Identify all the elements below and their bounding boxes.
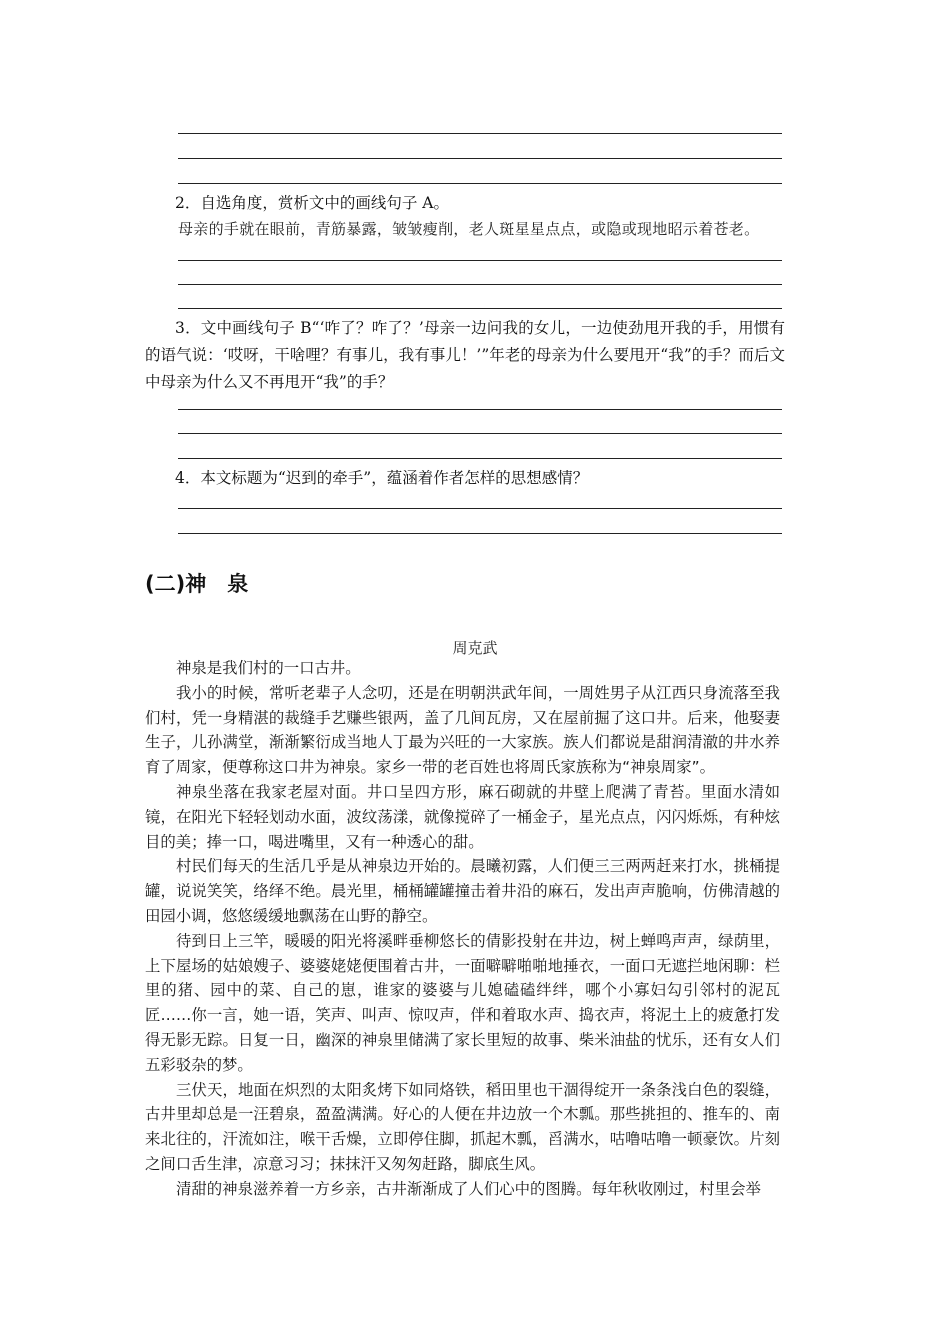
question-4: 4．本文标题为“迟到的牵手”，蕴涵着作者怎样的思想感情？ — [175, 469, 589, 487]
answer-line[interactable] — [178, 433, 782, 434]
article-paragraph: 三伏天，地面在炽烈的太阳炙烤下如同烙铁，稻田里也干涸得绽开一条条浅白色的裂缝，古井里却总是一汪碧泉，盈盈满满。好心的人便在井边放一个木瓢。那些挑担的、推车的、南来北往的，汗流如注，喉干舌燥，立即停住脚，抓起木瓢，舀满水，咕噜咕噜一顿豪饮。片刻之间口舌生津，凉意习习；抹抹汗又匆匆赶路，脚底生风。 — [145, 1080, 780, 1173]
article-paragraph: 待到日上三竿，暖暖的阳光将溪畔垂柳悠长的倩影投射在井边，树上蝉鸣声声，绿荫里，上下屋场的姑娘嫂子、婆婆姥姥便围着古井，一面噼噼啪啪地捶衣，一面口无遮拦地闲聊：栏里的猪、园中的菜、自己的崽，谁家的婆婆与儿媳磕磕绊绊，哪个小寡妇勾引邻村的泥瓦匠……你一言，她一语，笑声、叫声、惊叹声，伴和着取水声、捣衣声，将泥土上的疲惫打发得无影无踪。日复一日，幽深的神泉里储满了家长里短的故事、柴米油盐的忧乐，还有女人们五彩驳杂的梦。 — [145, 931, 780, 1074]
underlined-sentence-a: 母亲的手就在眼前，青筋暴露，皱皱瘦削，老人斑星星点点，或隐或现地昭示着苍老。 — [178, 220, 760, 238]
answer-line[interactable] — [178, 183, 782, 184]
article-body — [145, 656, 780, 1202]
article-paragraph: 神泉是我们村的一口古井。 — [176, 659, 361, 677]
answer-line[interactable] — [178, 133, 782, 134]
question-3: 3．文中画线句子 B“‘咋了？咋了？’母亲一边问我的女儿，一边使劲甩开我的手，用惯有的语气说：‘哎呀，干啥哩？有事儿，我有事儿！’”年老的母亲为什么要甩开“我”的手？而后文中母亲为什么又不再甩开“我”的手？ — [145, 319, 785, 391]
article-paragraph: 我小的时候，常听老辈子人念叨，还是在明朝洪武年间，一周姓男子从江西只身流落至我们村，凭一身精湛的裁缝手艺赚些银两，盖了几间瓦房，又在屋前掘了这口井。后来，他娶妻生子，儿孙满堂，渐渐繁衍成当地人丁最为兴旺的一大家族。族人们都说是甜润清澈的井水养育了周家，便尊称这口井为神泉。家乡一带的老百姓也将周氏家族称为“神泉周家”。 — [145, 683, 780, 777]
answer-line[interactable] — [178, 409, 782, 410]
answer-line[interactable] — [178, 458, 782, 459]
answer-line[interactable] — [178, 260, 782, 261]
answer-line[interactable] — [178, 533, 782, 534]
author-name: 周克武 — [452, 639, 498, 657]
article-paragraph: 清甜的神泉滋养着一方乡亲，古井渐渐成了人们心中的图腾。每年秋收刚过，村里会举 — [176, 1179, 761, 1198]
answer-line[interactable] — [178, 284, 782, 285]
answer-line[interactable] — [178, 308, 782, 309]
answer-line[interactable] — [178, 508, 782, 509]
section-title: (二)神 泉 — [145, 572, 249, 596]
answer-line[interactable] — [178, 158, 782, 159]
question-2: 2．自选角度，赏析文中的画线句子 A。 — [175, 194, 449, 212]
article-paragraph: 村民们每天的生活几乎是从神泉边开始的。晨曦初露，人们便三三两两赶来打水，挑桶提罐，说说笑笑，络绎不绝。晨光里，桶桶罐罐撞击着井沿的麻石，发出声声脆响，仿佛清越的田园小调，悠悠缓缓地飘荡在山野的静空。 — [145, 857, 780, 925]
article-paragraph: 神泉坐落在我家老屋对面。井口呈四方形，麻石砌就的井壁上爬满了青苔。里面水清如镜，在阳光下轻轻划动水面，波纹荡漾，就像搅碎了一桶金子，星光点点，闪闪烁烁，有种炫目的美；捧一口，喝进嘴里，又有一种透心的甜。 — [145, 782, 780, 851]
